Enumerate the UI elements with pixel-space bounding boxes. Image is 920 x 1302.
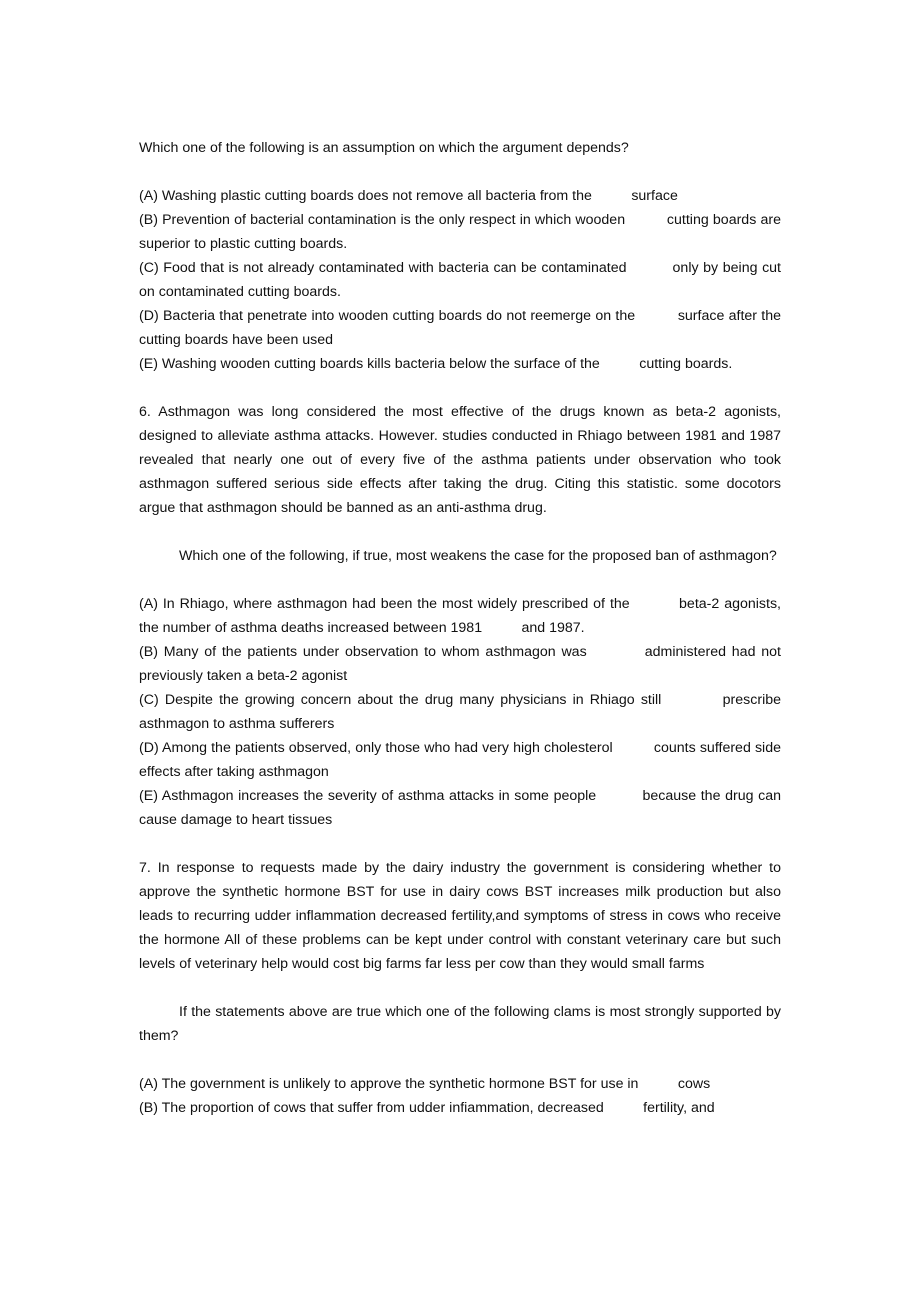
- q5-option-a: (A) Washing plastic cutting boards does not remove all bacteria from the surface: [139, 188, 678, 204]
- q7-question-stem: If the statements above are true which one of the following clams is most strongly supported by them?: [139, 1004, 781, 1044]
- q5-option-c: (C) Food that is not already contaminated with bacteria can be contaminated only by being cut on contaminated cutting boards.: [139, 260, 781, 300]
- q6-option-b: (B) Many of the patients under observation to whom asthmagon was administered had not previously taken a beta-2 agonist: [139, 644, 781, 684]
- q7-option-b: (B) The proportion of cows that suffer from udder infiammation, decreased fertility, and: [139, 1100, 715, 1116]
- q5-option-d: (D) Bacteria that penetrate into wooden cutting boards do not reemerge on the surface after the cutting boards have been used: [139, 308, 781, 348]
- q7-option-a: (A) The government is unlikely to approve the synthetic hormone BST for use in cows: [139, 1076, 711, 1092]
- q7-passage: 7. In response to requests made by the dairy industry the government is considering whether to approve the synthetic hormone BST for use in dairy cows BST increases milk production but also leads to recurring udder inflammation decreased fertility,and symptoms of stress in cows who receive the hormone All of these problems can be kept under control with constant veterinary care but such levels of veterinary help would cost big farms far less per cow than they would small farms: [139, 860, 781, 972]
- q6-option-c: (C) Despite the growing concern about the drug many physicians in Rhiago still prescribe asthmagon to asthma sufferers: [139, 692, 781, 732]
- q5-question-stem: Which one of the following is an assumption on which the argument depends?: [139, 140, 629, 156]
- q6-passage: 6. Asthmagon was long considered the most effective of the drugs known as beta-2 agonists, designed to alleviate asthma attacks. However. studies conducted in Rhiago between 1981 and 1987 revealed that nearly one out of every five of the asthma patients under observation who took asthmagon suffered serious side effects after taking the drug. Citing this statistic. some docotors argue that asthmagon should be banned as an anti-asthma drug.: [139, 404, 781, 516]
- q6-option-e: (E) Asthmagon increases the severity of asthma attacks in some people because the drug can cause damage to heart tissues: [139, 788, 781, 828]
- q6-option-d: (D) Among the patients observed, only those who had very high cholesterol counts suffered side effects after taking asthmagon: [139, 740, 781, 780]
- q6-option-a: (A) In Rhiago, where asthmagon had been the most widely prescribed of the beta-2 agonists, the number of asthma deaths increased between 1981 and 1987.: [139, 596, 781, 636]
- q6-question-stem: Which one of the following, if true, most weakens the case for the proposed ban of asthmagon?: [179, 548, 777, 564]
- document-page: [139, 136, 781, 1120]
- q5-option-b: (B) Prevention of bacterial contamination is the only respect in which wooden cutting boards are superior to plastic cutting boards.: [139, 212, 781, 252]
- q5-option-e: (E) Washing wooden cutting boards kills bacteria below the surface of the cutting boards.: [139, 356, 733, 372]
